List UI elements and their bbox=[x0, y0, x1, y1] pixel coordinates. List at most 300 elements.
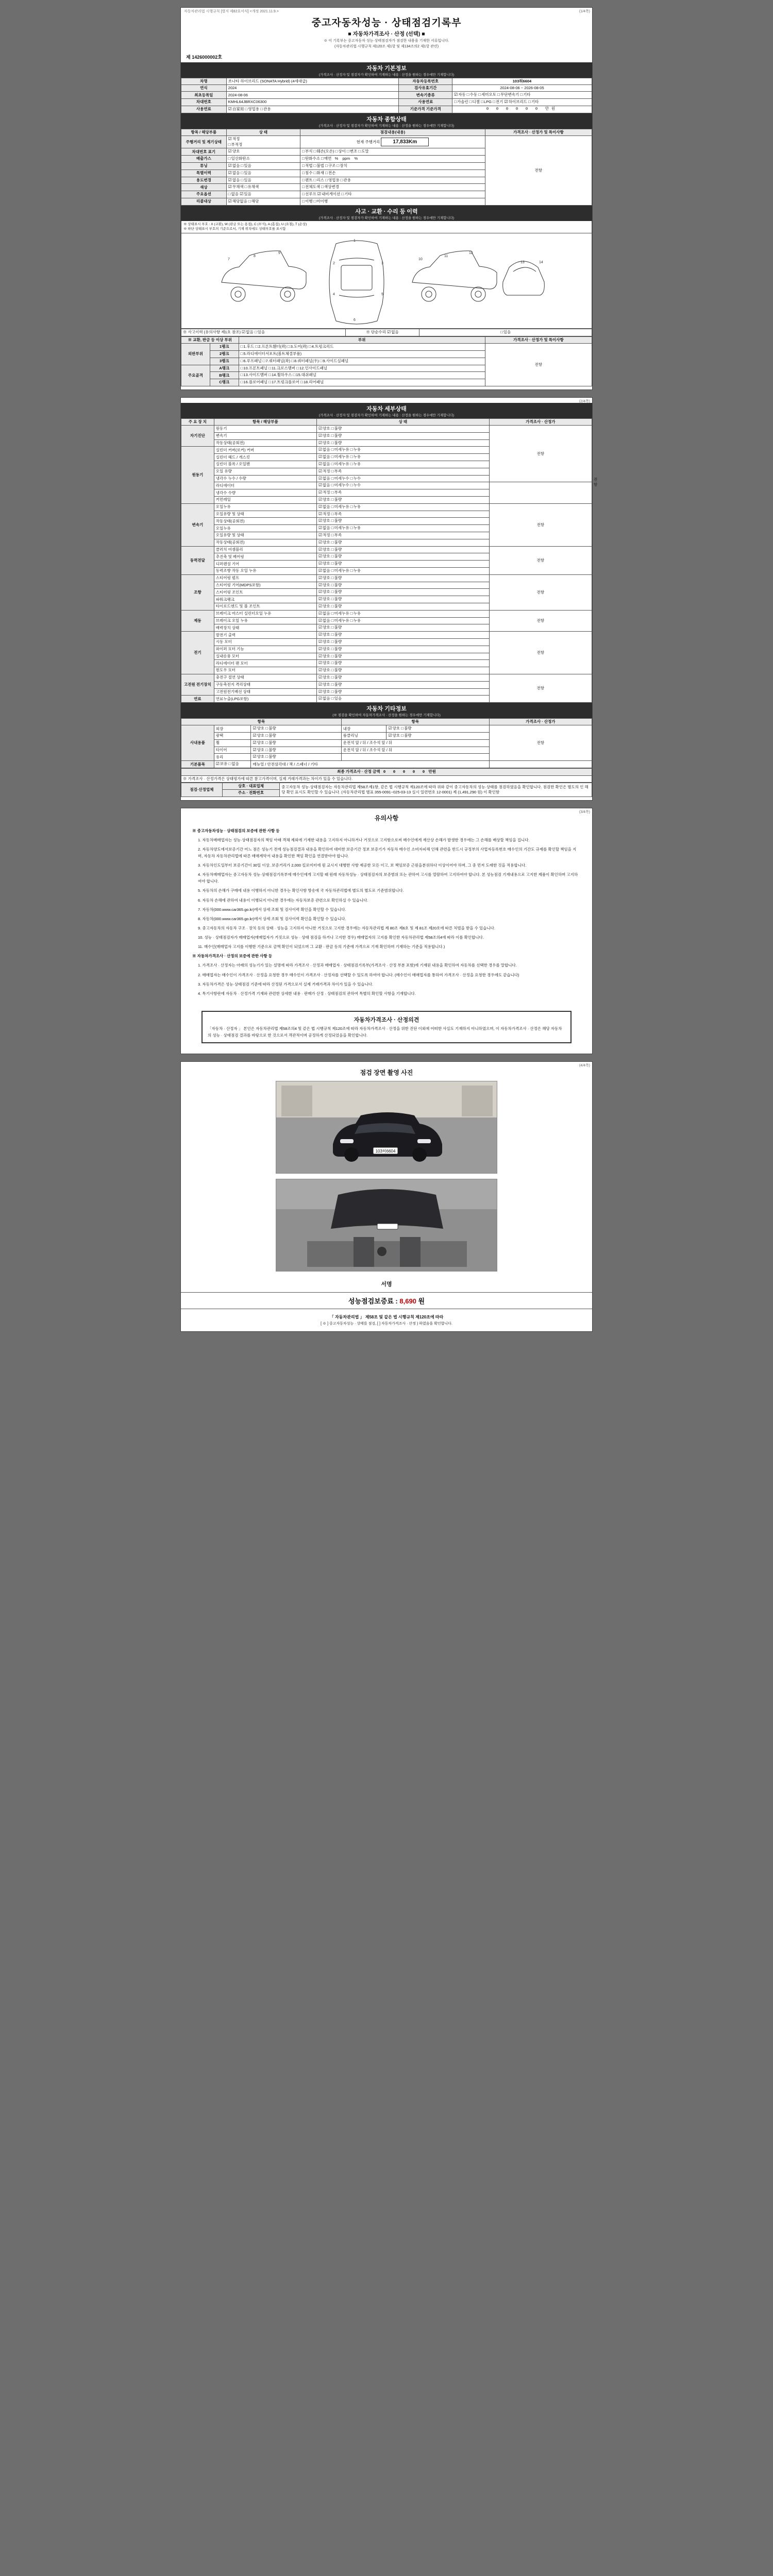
checkbox-wp-good[interactable]: ☑ 양호 bbox=[318, 647, 330, 651]
checkbox-part-door-l[interactable]: □ 4.트렁크리드 bbox=[309, 344, 333, 349]
item-mt-leak: 오일누유 bbox=[214, 525, 316, 532]
declaration-title: 자동차가격조사 · 산정의견 bbox=[354, 1016, 419, 1023]
table-row bbox=[181, 574, 592, 582]
checkbox-options-etc[interactable]: □ 기타 bbox=[341, 192, 351, 196]
checkbox-tuning-yes[interactable]: □ 있음 bbox=[241, 163, 251, 168]
checkbox-rc-none[interactable]: ☑ 없음 bbox=[318, 447, 330, 452]
checkbox-hb-good[interactable]: ☑ 양호 bbox=[318, 682, 330, 687]
table-row bbox=[181, 482, 592, 489]
checkbox-options-yes[interactable]: ☑ 있음 bbox=[240, 192, 251, 196]
page-subtitle: ■ 자동차가격조사 · 산정 (선택) ■ bbox=[348, 31, 425, 37]
checkbox-fuel-lpg[interactable]: □ LPG bbox=[481, 99, 492, 104]
checkbox-part-quarter-l[interactable]: □ 7.쿼터패널(좌) bbox=[263, 359, 290, 363]
parts-remark: 전항 bbox=[485, 344, 592, 386]
checkbox-engine-good[interactable]: ☑ 양호 bbox=[318, 426, 330, 431]
checkbox-usechange-yes[interactable]: □ 있음 bbox=[241, 178, 251, 182]
parts-1 bbox=[239, 344, 485, 351]
checkbox-pc-good[interactable]: ☑ 양호 bbox=[318, 597, 330, 601]
checkbox-odometer-ok[interactable]: ☑ 적정 bbox=[228, 137, 240, 141]
checkbox-tr-bad[interactable]: □ 불량 bbox=[331, 604, 342, 608]
state-engine bbox=[317, 426, 490, 433]
item-wheel: 휠 bbox=[214, 739, 251, 747]
row-state-odometer bbox=[226, 135, 300, 148]
checkbox-atl-none[interactable]: ☑ 없음 bbox=[318, 504, 330, 509]
item-steer-joint: 스티어링 조인트 bbox=[214, 589, 316, 596]
checkbox-diff-bad[interactable]: □ 불량 bbox=[331, 561, 342, 566]
checkbox-part-hood[interactable]: □ 1.후드 bbox=[241, 344, 255, 349]
checkbox-bl-good[interactable]: ☑ 양호 bbox=[318, 654, 330, 658]
checkbox-accident-none[interactable]: ☑ 없음 bbox=[242, 330, 254, 334]
checkbox-coolant-minor[interactable]: □ 미세누수 bbox=[331, 476, 349, 481]
page-1 bbox=[180, 7, 593, 390]
checkbox-ti-bad[interactable]: □ 불량 bbox=[265, 748, 276, 752]
checkbox-psl-leak[interactable]: □ 누유 bbox=[350, 568, 361, 573]
rank-c: C랭크 bbox=[210, 379, 239, 386]
checkbox-ti-good[interactable]: ☑ 양호 bbox=[253, 748, 264, 752]
checkbox-block-minor[interactable]: □ 미세누유 bbox=[331, 462, 349, 466]
section-overall-state: 자동차 종합상태 (가격조사 · 산정자 및 점검자가 확인하여 기재하는 내용 : 산정을 원하는 경우에만 기재합니다) bbox=[181, 113, 592, 129]
checkbox-tuning-legal[interactable]: □ 적법 bbox=[302, 163, 312, 168]
checkbox-head-none[interactable]: ☑ 없음 bbox=[318, 454, 330, 459]
row-label-emission: 배출가스 bbox=[181, 156, 227, 163]
state-interior bbox=[386, 725, 489, 733]
item-engine: 원동기 bbox=[214, 426, 316, 433]
checkbox-color-full[interactable]: □ 전체도색 bbox=[302, 184, 320, 189]
checkbox-gl-good[interactable]: ☑ 양호 bbox=[253, 754, 264, 759]
checkbox-psl-minor[interactable]: □ 미세누유 bbox=[331, 568, 349, 573]
checkbox-part-sidesill[interactable]: □ 9.사이드실패널 bbox=[320, 359, 349, 363]
checkbox-sj-bad[interactable]: □ 불량 bbox=[331, 589, 342, 594]
checkbox-vin-corrosion[interactable]: □ 부식 bbox=[302, 149, 312, 154]
checkbox-fl-none[interactable]: ☑ 없음 bbox=[318, 696, 330, 701]
checkbox-basic-have[interactable]: ☑ 보유 bbox=[216, 761, 228, 766]
checkbox-usechange-gov[interactable]: □ 관용 bbox=[341, 178, 351, 182]
checkbox-hw-bad[interactable]: □ 불량 bbox=[331, 689, 342, 694]
table-row bbox=[181, 78, 592, 85]
row-detail-history bbox=[300, 170, 485, 177]
checkbox-bb-bad[interactable]: □ 불량 bbox=[331, 625, 342, 630]
checkbox-int-good[interactable]: ☑ 양호 bbox=[388, 726, 400, 731]
rank-2: 2랭크 bbox=[210, 350, 239, 358]
checkbox-st-bad[interactable]: □ 불량 bbox=[331, 639, 342, 644]
checkbox-coolant-none[interactable]: ☑ 없음 bbox=[318, 476, 330, 481]
kind-outer: 외판부위 bbox=[181, 344, 210, 365]
checkbox-pc-bad[interactable]: □ 불량 bbox=[331, 597, 342, 601]
checkbox-ati-good[interactable]: ☑ 양호 bbox=[318, 518, 330, 523]
checkbox-options-sunroof[interactable]: □ 선루프 bbox=[302, 192, 316, 196]
checkbox-frame-dash[interactable]: □ 15.대쉬패널 bbox=[293, 372, 316, 377]
checkbox-cl-bad[interactable]: □ 불량 bbox=[401, 733, 411, 738]
notice-price-item: 2. 매매업자는 매수인이 가격조사 · 산정을 요청한 경우 매수인이 가격조사 · 산정자를 선택할 수 있도록 하여야 합니다. (매수인이 매매업자를 통하여 가격조사 · 산정을 요청한 경우에도 같습니다) bbox=[198, 972, 519, 977]
item-mt-qty: 오일유량 및 상태 bbox=[214, 532, 316, 539]
item-fuel-leak: 연료누출(LPG포함) bbox=[214, 696, 316, 703]
checkbox-fl-yes[interactable]: □ 있음 bbox=[331, 696, 342, 701]
svg-text:3: 3 bbox=[381, 262, 383, 266]
checkbox-prop-bad[interactable]: □ 불량 bbox=[331, 554, 342, 558]
checkbox-part-fender-r[interactable]: □ 3.도어(좌) bbox=[288, 344, 308, 349]
checkbox-recall-na[interactable]: ☑ 해당없음 bbox=[228, 199, 247, 204]
checkbox-clutch-good[interactable]: ☑ 양호 bbox=[318, 547, 330, 552]
item-propshaft: 추진축 및 베어링 bbox=[214, 553, 316, 561]
checkbox-part-fender-l[interactable]: □ 2.프론트휀더(좌) bbox=[255, 344, 287, 349]
checkbox-tuning-none[interactable]: ☑ 없음 bbox=[228, 163, 240, 168]
group-brake: 제동 bbox=[181, 610, 214, 631]
state-propshaft bbox=[317, 553, 490, 561]
row-detail-odometer: 현재 주행거리 17,833Km bbox=[300, 135, 485, 148]
checkbox-clutch-bad[interactable]: □ 불량 bbox=[331, 547, 342, 552]
checkbox-atl-minor[interactable]: □ 미세누유 bbox=[331, 504, 349, 509]
checkbox-rc-minor[interactable]: □ 미세누유 bbox=[331, 447, 349, 452]
checkbox-coolant-leak[interactable]: □ 누수 bbox=[350, 476, 361, 481]
state-alternator bbox=[317, 632, 490, 639]
valuation-amount: 0 0 0 0 0 bbox=[383, 770, 428, 775]
checkbox-oil-low[interactable]: □ 부족 bbox=[331, 469, 342, 473]
checkbox-recall-yes[interactable]: □ 해당 bbox=[248, 199, 259, 204]
checkbox-frame-inside[interactable]: □ 12.인사이드패널 bbox=[296, 366, 327, 370]
checkbox-recall-notdone[interactable]: □ 미이행 bbox=[314, 199, 328, 204]
checkbox-transmission-cvt[interactable]: □ 무단변속기 bbox=[497, 92, 519, 97]
checkbox-color-achromatic[interactable]: ☑ 무채색 bbox=[228, 184, 244, 189]
checkbox-vin-diff[interactable]: □ 상이 bbox=[335, 149, 345, 154]
row-label-recall: 리콜대상 bbox=[181, 198, 227, 205]
group-condition: 사내용품 bbox=[181, 725, 214, 761]
checkbox-sg-bad[interactable]: □ 불량 bbox=[331, 583, 342, 587]
checkbox-sp-bad[interactable]: □ 불량 bbox=[331, 575, 342, 580]
checkbox-cp-bad[interactable]: □ 불량 bbox=[331, 675, 342, 680]
checkbox-simple-none[interactable]: ☑ 없음 bbox=[387, 330, 399, 334]
checkbox-vin-good[interactable]: ☑ 양호 bbox=[228, 149, 240, 154]
checkbox-hw-good[interactable]: ☑ 양호 bbox=[318, 689, 330, 694]
state-hv-wiring bbox=[317, 688, 490, 696]
value-inspection-period: 2024-08-06 ~ 2026-08-05 bbox=[452, 85, 592, 92]
notice-price-item: 4. 특기사항란에 자동차 · 산정가격 기재와 관련한 상세한 내용 · 판매가 산정 · 상태점검의 관하여 특별히 확인할 사항을 기재합니다. bbox=[198, 991, 416, 996]
parts-2 bbox=[239, 350, 485, 358]
checkbox-st-good[interactable]: ☑ 양호 bbox=[318, 639, 330, 644]
table-row bbox=[181, 761, 592, 768]
svg-text:8: 8 bbox=[254, 255, 256, 259]
checkbox-cq-ok[interactable]: ☑ 적정 bbox=[318, 490, 330, 495]
checkbox-cq-low[interactable]: □ 부족 bbox=[331, 490, 342, 495]
checkbox-color-chromatic[interactable]: □ 유채색 bbox=[245, 184, 259, 189]
state-window bbox=[317, 667, 490, 674]
item-ps-leak: 동력조향 작동 오일 누유 bbox=[214, 568, 316, 575]
checkbox-usechange-lease[interactable]: □ 리스 bbox=[314, 178, 324, 182]
checkbox-block-none[interactable]: ☑ 없음 bbox=[318, 462, 330, 466]
row-state-vin bbox=[226, 148, 300, 156]
checkbox-sp-good[interactable]: ☑ 양호 bbox=[318, 575, 330, 580]
group-steering: 조향 bbox=[181, 574, 214, 610]
checkbox-vin-alter[interactable]: □ 변조 bbox=[347, 149, 357, 154]
checkbox-psl-none[interactable]: ☑ 없음 bbox=[318, 568, 330, 573]
rank-3: 3랭크 bbox=[210, 358, 239, 365]
checkbox-usechange-none[interactable]: ☑ 없음 bbox=[228, 178, 240, 182]
checkbox-cr-good[interactable]: ☑ 양호 bbox=[318, 497, 330, 502]
item-oil: 오일 유량 bbox=[214, 468, 316, 475]
item-block: 실린더 블록 / 오일팬 bbox=[214, 461, 316, 468]
checkbox-mtq-ok[interactable]: ☑ 적정 bbox=[318, 533, 330, 537]
svg-text:12: 12 bbox=[469, 251, 473, 256]
photo-underbody bbox=[276, 1179, 497, 1272]
row-detail-usechange bbox=[300, 177, 485, 184]
checkbox-mtl-minor[interactable]: □ 미세누유 bbox=[331, 526, 349, 530]
checkbox-usechange-rent[interactable]: □ 렌트 bbox=[302, 178, 312, 182]
checkbox-rc-leak[interactable]: □ 누유 bbox=[350, 447, 361, 452]
checkbox-part-radiator-support[interactable]: □ 5.라디에이터서포트(볼트체결부품) bbox=[241, 351, 302, 356]
col-header-kind: ※ 교환, 판금 등 이상 부위 bbox=[181, 337, 239, 344]
col-header-state: 상 태 bbox=[226, 129, 300, 135]
checkbox-head-leak[interactable]: □ 누유 bbox=[350, 454, 361, 459]
checkbox-tuning-illegal[interactable]: □ 불법 bbox=[314, 163, 324, 168]
checkbox-mtl-none[interactable]: ☑ 없음 bbox=[318, 526, 330, 530]
parts-3 bbox=[239, 358, 485, 365]
item-interior: 내장 bbox=[341, 725, 386, 733]
checkbox-diff-good[interactable]: ☑ 양호 bbox=[318, 561, 330, 566]
state-wheel bbox=[251, 739, 341, 747]
checkbox-alt-good[interactable]: ☑ 양호 bbox=[318, 632, 330, 637]
checkbox-bo-minor[interactable]: □ 미세누유 bbox=[331, 618, 349, 623]
checkbox-options-nav[interactable]: ☑ 내비게이션 bbox=[317, 192, 340, 196]
checkbox-recall-done[interactable]: □ 이행 bbox=[302, 199, 312, 204]
price-transmission: 전항 bbox=[489, 503, 592, 546]
group-selfdiag: 자기진단 bbox=[181, 426, 214, 447]
col-header-note: 가격조사 · 산정가 및 특이사항 bbox=[485, 337, 592, 344]
group-powertrain: 동력전달 bbox=[181, 546, 214, 574]
checkbox-fuel-diesel[interactable]: □ 디젤 bbox=[469, 99, 480, 104]
checkbox-mti-bad[interactable]: □ 불량 bbox=[331, 540, 342, 545]
checkbox-usage-public[interactable]: □ 관용 bbox=[260, 107, 271, 111]
checkbox-tuning-structure[interactable]: □ 구조 bbox=[325, 163, 335, 168]
checkbox-frame-trunkfloor[interactable]: □ 17.트렁크플로어 bbox=[268, 380, 299, 384]
checkbox-history-fire[interactable]: □ 화재 bbox=[314, 171, 324, 175]
page-number-2: (2/4쪽) bbox=[579, 399, 590, 403]
row-label-odometer: 주행거리 및 계기상태 bbox=[181, 135, 227, 148]
overall-state-table bbox=[181, 129, 592, 206]
state-at-leak bbox=[317, 503, 490, 511]
checkbox-frame-wheelhouse[interactable]: □ 14.휠하우스 bbox=[268, 372, 292, 377]
checkbox-transmission-etc[interactable]: □ 기타 bbox=[520, 92, 530, 97]
checkbox-bo-none[interactable]: ☑ 없음 bbox=[318, 618, 330, 623]
checkbox-rad-leak[interactable]: □ 누수 bbox=[350, 483, 361, 487]
state-cleaning bbox=[386, 733, 489, 740]
checkbox-color-change[interactable]: □ 색상변경 bbox=[321, 184, 339, 189]
state-trans bbox=[317, 432, 490, 439]
item-hv-wiring: 고전원전기배선 상태 bbox=[214, 688, 316, 696]
photo-section-title: 점검 장면 촬영 사진 bbox=[360, 1069, 413, 1077]
declaration-body: 「자동차 · 산정자 」 본인은 자동차관리법 제58조의4 및 같은 법 시행규칙 제120조에 따라 자동차가격조사 · 산정을 위한 진단 이외에 어떠한 사실도 기재하지 아니하였으며, 이 자동차가격조사 · 산정은 해당 자동차의 성능 · 상태점검 결과를 바탕으로 한 것으로서 객관적이며 공정하게 산정되었음을 확인합니다. bbox=[208, 1026, 562, 1038]
item-cleaning: 룸클리닝 bbox=[341, 733, 386, 740]
item-at-qty: 오일유량 및 상태 bbox=[214, 511, 316, 518]
checkbox-cp-good[interactable]: ☑ 양호 bbox=[318, 675, 330, 680]
table-row bbox=[181, 610, 592, 617]
checkbox-mc-minor[interactable]: □ 미세누유 bbox=[331, 611, 349, 616]
checkbox-fm-bad[interactable]: □ 불량 bbox=[331, 660, 342, 665]
checkbox-history-flood[interactable]: □ 침수 bbox=[302, 171, 312, 175]
checkbox-mti-good[interactable]: ☑ 양호 bbox=[318, 540, 330, 545]
rank-1: 1랭크 bbox=[210, 344, 239, 351]
checkbox-wp-bad[interactable]: □ 불량 bbox=[331, 647, 342, 651]
row-detail-tuning bbox=[300, 162, 485, 170]
table-header-row bbox=[181, 129, 592, 135]
checkbox-head-minor[interactable]: □ 미세누유 bbox=[331, 454, 349, 459]
state-commonrail bbox=[317, 497, 490, 504]
checkbox-engine-bad[interactable]: □ 불량 bbox=[331, 426, 342, 431]
checkbox-block-leak[interactable]: □ 누유 bbox=[350, 462, 361, 466]
checkbox-trans-bad[interactable]: □ 불량 bbox=[331, 433, 342, 438]
checkbox-history-total[interactable]: □ 전손 bbox=[325, 171, 335, 175]
checkbox-sj-good[interactable]: ☑ 양호 bbox=[318, 589, 330, 594]
checkbox-vin-damage[interactable]: □ 훼손(오손) bbox=[314, 149, 334, 154]
checkbox-vin-erase[interactable]: □ 도말 bbox=[358, 149, 368, 154]
row-label-tuning: 튜닝 bbox=[181, 162, 227, 170]
row-label-usechange: 용도변경 bbox=[181, 177, 227, 184]
checkbox-pol-good[interactable]: ☑ 양호 bbox=[253, 733, 264, 738]
item-alternator: 발전기 출력 bbox=[214, 632, 316, 639]
row-state-recall bbox=[226, 198, 300, 205]
checkbox-gl-bad[interactable]: □ 불량 bbox=[265, 754, 276, 759]
value-transmission bbox=[452, 92, 592, 99]
checkbox-atq-low[interactable]: □ 부족 bbox=[331, 512, 342, 516]
col-header-other-item2: 항목 bbox=[341, 719, 489, 725]
checkbox-idle-good[interactable]: ☑ 양호 bbox=[318, 440, 330, 445]
price-steering: 전항 bbox=[489, 574, 592, 610]
checkbox-frame-front-panel[interactable]: □ 10.프론트패널 bbox=[241, 366, 268, 370]
state-tire bbox=[251, 747, 341, 754]
value-usage bbox=[226, 106, 399, 113]
checkbox-atl-leak[interactable]: □ 누유 bbox=[350, 504, 361, 509]
checkbox-frame-floor[interactable]: □ 16.플로어패널 bbox=[241, 380, 268, 384]
checkbox-part-roof[interactable]: □ 6.루프패널 bbox=[241, 359, 262, 363]
checkbox-transmission-semi[interactable]: □ 세미오토 bbox=[478, 92, 496, 97]
odometer-value: 17,833Km bbox=[381, 138, 429, 147]
table-row bbox=[181, 632, 592, 639]
checkbox-rad-none[interactable]: ☑ 없음 bbox=[318, 483, 330, 487]
page-note: ※ 이 기록부는 중고자동차 성능·상태점검자가 점검한 내용을 기재한 서류입니다. (자동차관리법 시행규칙 제120조 제1항 및 제134조의2 제1항 관련) bbox=[324, 39, 449, 48]
replaced-parts-table bbox=[181, 336, 592, 386]
value-first-reg: 2024-08-06 bbox=[226, 92, 399, 99]
checkbox-fuel-hybrid[interactable]: ☑ 하이브리드 bbox=[505, 99, 527, 104]
checkbox-odometer-bad[interactable]: □ 부적정 bbox=[228, 142, 243, 147]
checkbox-cl-good[interactable]: ☑ 양호 bbox=[388, 733, 400, 738]
checkbox-fm-good[interactable]: ☑ 양호 bbox=[318, 660, 330, 665]
checkbox-usechange-biz[interactable]: □ 영업용 bbox=[325, 178, 340, 182]
checkbox-accident-yes[interactable]: □ 있음 bbox=[255, 330, 265, 334]
checkbox-trans-good[interactable]: ☑ 양호 bbox=[318, 433, 330, 438]
valuation-statement: 중고자동차 성능·상태점검자는 자동차관리법 제58조제1항, 같은 법 시행규칙 제120조에 따라 위와 같이 중고자동차의 성능·상태를 점검하였음을 확인합니다. 점검한 확인은 별도의 인 해당 확인 표시도 확인할 수 있습니다. (자동차관리법 별표 355-0091~025-03-13 실시 일련번호 12-0001) 제 (1,491,290 원) 이 확인함 bbox=[280, 783, 592, 796]
checkbox-oil-ok[interactable]: ☑ 적정 bbox=[318, 469, 330, 473]
item-glass: 유리 bbox=[214, 754, 251, 761]
checkbox-options-none[interactable]: □ 없음 bbox=[228, 192, 239, 196]
checkbox-sg-good[interactable]: ☑ 양호 bbox=[318, 583, 330, 587]
checkbox-wh-bad[interactable]: □ 불량 bbox=[265, 740, 276, 745]
notice-item: 10. 성능 · 상태점검자가 매매업자(매매업자가 거짓으로 성능 · 상태 점검을 하거나 고지한 경우) 매매업자의 고지를 확인한 자동차관리법 제58조의4에 따라 이를 확인합니다. bbox=[198, 935, 484, 940]
parts-a bbox=[239, 365, 485, 372]
checkbox-idle-bad[interactable]: □ 불량 bbox=[331, 440, 342, 445]
checkbox-history-none[interactable]: ☑ 없음 bbox=[228, 171, 240, 175]
accident-summary-table bbox=[181, 329, 592, 336]
state-wiper bbox=[317, 646, 490, 653]
row-state-color bbox=[226, 184, 300, 191]
checkbox-tuning-device[interactable]: □ 장치 bbox=[337, 163, 347, 168]
checkbox-wm-bad[interactable]: □ 불량 bbox=[331, 668, 342, 672]
checkbox-fuel-gasoline[interactable]: □ 가솔린 bbox=[454, 99, 468, 104]
svg-text:7: 7 bbox=[228, 258, 230, 262]
checkbox-bb-good[interactable]: ☑ 양호 bbox=[318, 625, 330, 630]
checkbox-tr-good[interactable]: ☑ 양호 bbox=[318, 604, 330, 608]
checkbox-rad-minor[interactable]: □ 미세누수 bbox=[331, 483, 349, 487]
checkbox-mtq-low[interactable]: □ 부족 bbox=[331, 533, 342, 537]
row-detail-vin bbox=[300, 148, 485, 156]
checkbox-int-bad[interactable]: □ 불량 bbox=[401, 726, 411, 731]
price-powertrain: 전항 bbox=[489, 546, 592, 574]
checkbox-frame-cross[interactable]: □ 11.크로스멤버 bbox=[268, 366, 295, 370]
checkbox-pol-bad[interactable]: □ 불량 bbox=[265, 733, 276, 738]
col-header-other-item: 항목 bbox=[181, 719, 342, 725]
state-exterior bbox=[251, 725, 341, 733]
svg-text:11: 11 bbox=[444, 255, 448, 259]
state-coolant-qty bbox=[317, 489, 490, 497]
checkbox-frame-rear[interactable]: □ 18.리어패널 bbox=[300, 380, 324, 384]
checkbox-bl-bad[interactable]: □ 불량 bbox=[331, 654, 342, 658]
checkbox-history-yes[interactable]: □ 있음 bbox=[241, 171, 251, 175]
checkbox-basic-none[interactable]: □ 없음 bbox=[229, 761, 239, 766]
detail-glass bbox=[341, 754, 489, 761]
price-other: 전항 bbox=[489, 725, 592, 761]
checkbox-emission-smoke[interactable]: □ 매연 bbox=[321, 156, 331, 161]
item-starter: 시동 모터 bbox=[214, 638, 316, 646]
checkbox-cr-bad[interactable]: □ 불량 bbox=[331, 497, 342, 502]
label-usage: 사용연료 bbox=[181, 106, 227, 113]
checkbox-emission-hc[interactable]: □ 탄화수소 bbox=[302, 156, 320, 161]
item-mt-idle: 작동상태(공회전) bbox=[214, 539, 316, 546]
item-head: 실린더 헤드 / 개스킷 bbox=[214, 454, 316, 461]
checkbox-usage-business[interactable]: □ 영업용 bbox=[245, 107, 259, 111]
item-blower: 실내송풍 모터 bbox=[214, 653, 316, 660]
checkbox-mc-leak[interactable]: □ 누유 bbox=[350, 611, 361, 616]
item-rockercover: 실린더 커버(로커) 커버 bbox=[214, 447, 316, 454]
checkbox-mtl-leak[interactable]: □ 누유 bbox=[350, 526, 361, 530]
checkbox-prop-good[interactable]: ☑ 양호 bbox=[318, 554, 330, 558]
checkbox-simple-yes[interactable]: □ 있음 bbox=[500, 330, 511, 334]
checkbox-usage-private[interactable]: ☑ 自家用 bbox=[228, 107, 244, 111]
checkbox-fuel-ev[interactable]: □ 전기 bbox=[493, 99, 503, 104]
item-booster: 배력장치 상태 bbox=[214, 624, 316, 632]
checkbox-wh-good[interactable]: ☑ 양호 bbox=[253, 740, 264, 745]
accident-q2-extra bbox=[419, 329, 592, 336]
label-base-price: 기준가격 기준가격 bbox=[399, 106, 452, 113]
checkbox-wm-good[interactable]: ☑ 양호 bbox=[318, 668, 330, 672]
photo-front-illustration bbox=[276, 1081, 497, 1174]
checkbox-atq-ok[interactable]: ☑ 적정 bbox=[318, 512, 330, 516]
value-base-price: 0 0 0 0 0 0 만원 bbox=[452, 106, 592, 113]
checkbox-frame-sidemember[interactable]: □ 13.사이드멤버 bbox=[241, 372, 268, 377]
checkbox-part-quarter-r[interactable]: □ 8.쿼터패널(우) bbox=[291, 359, 318, 363]
checkbox-ext-good[interactable]: ☑ 양호 bbox=[253, 726, 264, 731]
state-ps-leak bbox=[317, 568, 490, 575]
checkbox-bo-leak[interactable]: □ 누유 bbox=[350, 618, 361, 623]
checkbox-hb-bad[interactable]: □ 불량 bbox=[331, 682, 342, 687]
row-detail-recall bbox=[300, 198, 485, 205]
checkbox-transmission-auto[interactable]: ☑ 자동 bbox=[454, 92, 466, 97]
checkbox-ati-bad[interactable]: □ 불량 bbox=[331, 518, 342, 523]
page-2 bbox=[180, 397, 598, 801]
checkbox-alt-bad[interactable]: □ 불량 bbox=[331, 632, 342, 637]
checkbox-mc-none[interactable]: ☑ 없음 bbox=[318, 611, 330, 616]
row-state-emission bbox=[226, 156, 300, 163]
checkbox-ext-bad[interactable]: □ 불량 bbox=[265, 726, 276, 731]
checkbox-fuel-etc[interactable]: □ 기타 bbox=[528, 99, 539, 104]
checkbox-transmission-manual[interactable]: □ 수동 bbox=[467, 92, 477, 97]
checkbox-emission-co[interactable]: □ 일산화탄소 bbox=[228, 156, 250, 161]
